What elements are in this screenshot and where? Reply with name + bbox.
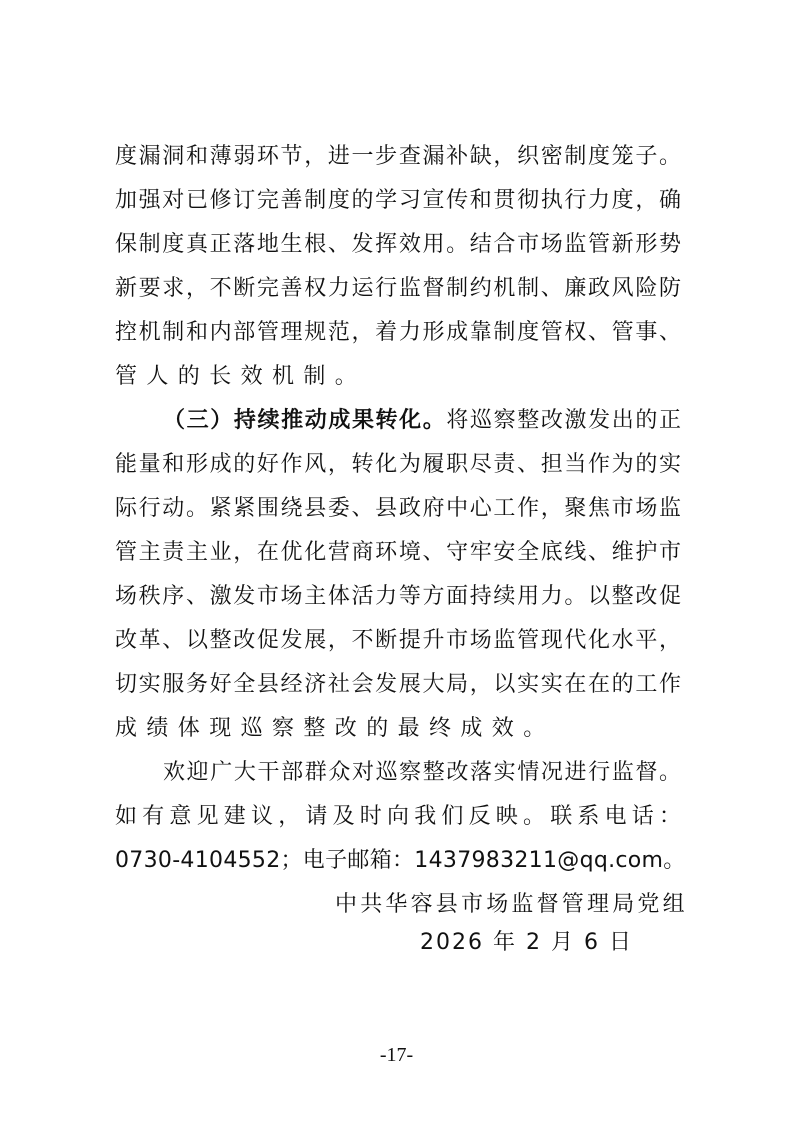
signature-org: 中共华容县市场监督管理局党组 xyxy=(335,892,688,917)
body-line: 切实服务好全县经济社会发展大局，以实实在在的工作 xyxy=(115,672,681,697)
signature-date: 2026 年 2 月 6 日 xyxy=(420,930,633,955)
body-line: 能量和形成的好作风，转化为履职尽责、担当作为的实 xyxy=(115,452,681,477)
body-line: 场秩序、激发市场主体活力等方面持续用力。以整改促 xyxy=(115,584,681,609)
section-heading: （三）持续推动成果转化。 xyxy=(163,408,447,433)
contact-line: 0730-4104552；电子邮箱：1437983211@qq.com。 xyxy=(115,848,686,873)
body-line: 改革、以整改促发展，不断提升市场监管现代化水平， xyxy=(115,628,681,653)
body-line: 新要求，不断完善权力运行监督制约机制、廉政风险防 xyxy=(115,276,681,301)
body-line: 度漏洞和薄弱环节，进一步查漏补缺，织密制度笼子。 xyxy=(115,144,681,169)
body-line: 加强对已修订完善制度的学习宣传和贯彻执行力度，确 xyxy=(115,188,681,213)
body-line: 际行动。紧紧围绕县委、县政府中心工作，聚焦市场监 xyxy=(115,496,681,521)
body-line: 成绩体现巡察整改的最终成效。 xyxy=(115,716,555,741)
body-line: 管主责主业，在优化营商环境、守牢安全底线、维护市 xyxy=(115,540,681,565)
page-number: -17- xyxy=(379,1044,414,1066)
body-text: 将巡察整改激发出的正 xyxy=(446,408,681,433)
contact-line: 欢迎广大干部群众对巡察整改落实情况进行监督。 xyxy=(163,760,681,785)
contact-line: 如有意见建议，请及时向我们反映。联系电话： xyxy=(115,804,681,829)
section-heading-line xyxy=(163,406,681,436)
body-line: 保制度真正落地生根、发挥效用。结合市场监管新形势 xyxy=(115,232,681,257)
body-line: 控机制和内部管理规范，着力形成靠制度管权、管事、 xyxy=(115,320,681,345)
body-line: 管人的长效机制。 xyxy=(115,364,367,389)
